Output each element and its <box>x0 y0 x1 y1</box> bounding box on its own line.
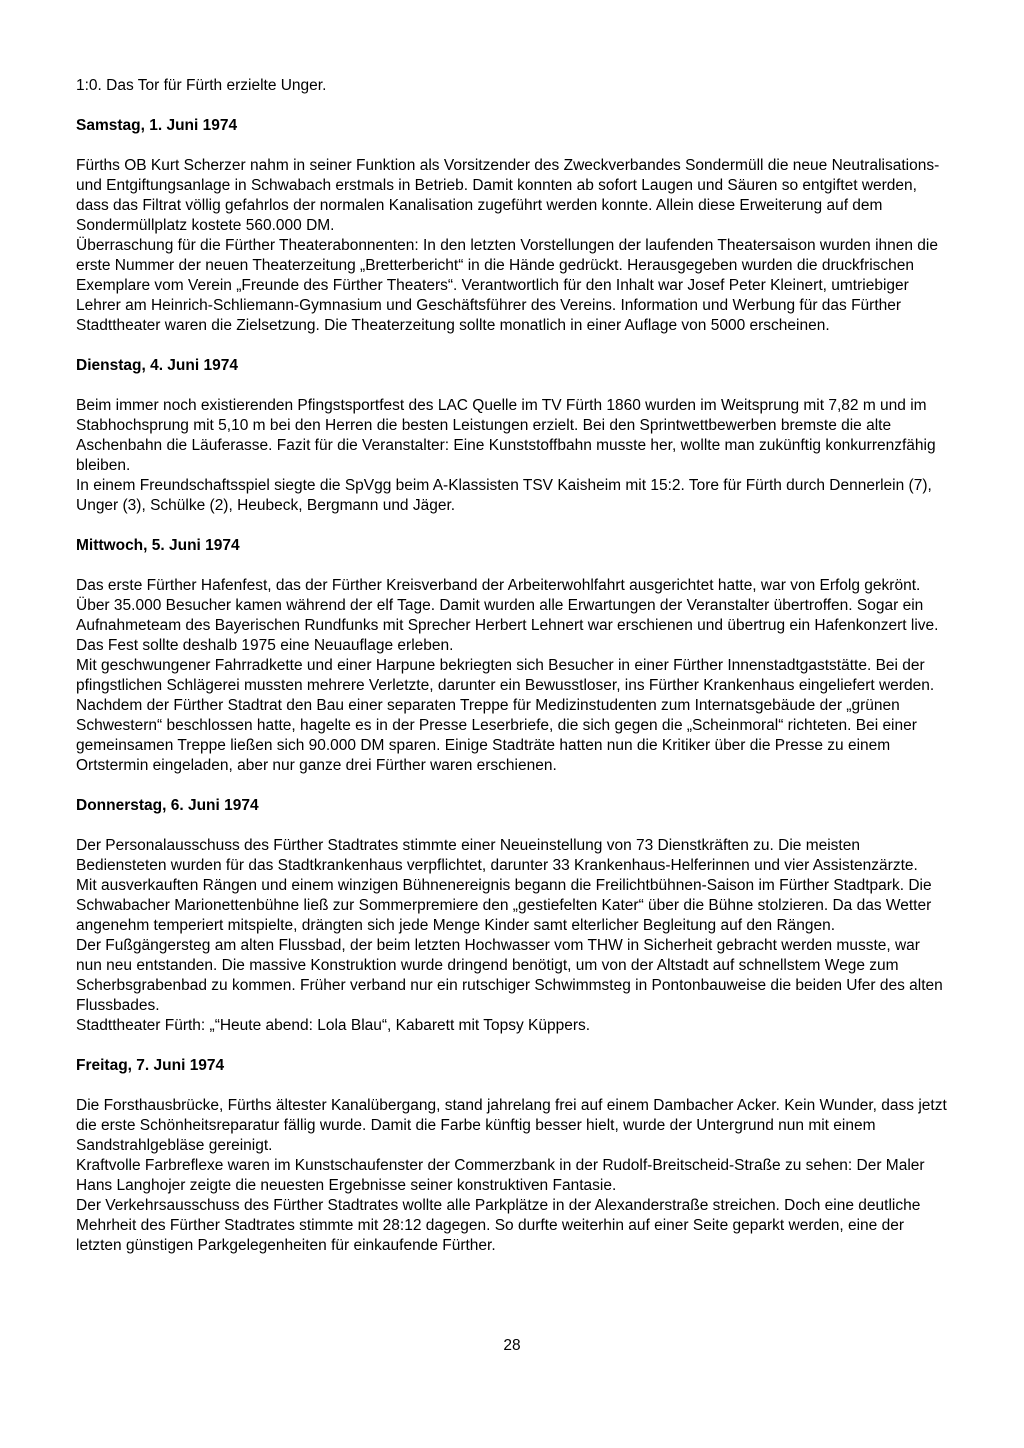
section-dienstag <box>76 356 948 516</box>
body-paragraph: Der Verkehrsausschuss des Fürther Stadtrates wollte alle Parkplätze in der Alexanderstraße streichen. Doch eine deutliche Mehrheit des Fürther Stadtrates stimmte mit 28:12 dagegen. So durfte weiterhin auf einer Seite geparkt werden, eine der letzten günstigen Parkgelegenheiten für einkaufende Fürther. <box>76 1197 921 1254</box>
section-heading: Samstag, 1. Juni 1974 <box>76 117 238 134</box>
section-heading: Donnerstag, 6. Juni 1974 <box>76 797 259 814</box>
section-heading: Mittwoch, 5. Juni 1974 <box>76 537 240 554</box>
body-paragraph: Mit geschwungener Fahrradkette und einer Harpune bekriegten sich Besucher in einer Fürther Innenstadtgaststätte. Bei der pfingstlichen Schlägerei mussten mehrere Verletzte, darunter ein Bewusstloser, ins Fürther Krankenhaus eingeliefert werden. <box>76 657 935 694</box>
section-samstag <box>76 116 948 336</box>
section-mittwoch <box>76 536 948 776</box>
body-paragraph: Überraschung für die Fürther Theaterabonnenten: In den letzten Vorstellungen der laufenden Theatersaison wurden ihnen die erste Nummer der neuen Theaterzeitung „Bretterbericht“ in die Hände gedrückt. Herausgegeben wurden die druckfrischen Exemplare vom Verein „Freunde des Fürther Theaters“. Verantwortlich für den Inhalt war Josef Peter Kleinert, umtriebiger Lehrer am Heinrich-Schliemann-Gymnasium und Geschäftsführer des Vereins. Information und Werbung für das Fürther Stadttheater waren die Zielsetzung. Die Theaterzeitung sollte monatlich in einer Auflage von 5000 erscheinen. <box>76 237 938 334</box>
body-paragraph: Kraftvolle Farbreflexe waren im Kunstschaufenster der Commerzbank in der Rudolf-Breitscheid-Straße zu sehen: Der Maler Hans Langhojer zeigte die neuesten Ergebnisse seiner konstruktiven Fantasie. <box>76 1157 925 1194</box>
body-paragraph: Nachdem der Fürther Stadtrat den Bau einer separaten Treppe für Medizinstudenten zum Internatsgebäude der „grünen Schwestern“ beschlossen hatte, hagelte es in der Presse Leserbriefe, die sich gegen die „Scheinmoral“ richteten. Bei einer gemeinsamen Treppe ließen sich 90.000 DM sparen. Einige Stadträte hatten nun die Kritiker über die Presse zu einem Ortstermin eingeladen, aber nur ganze drei Fürther waren erschienen. <box>76 697 917 774</box>
intro-paragraph: 1:0. Das Tor für Fürth erzielte Unger. <box>76 77 327 94</box>
page-number: 28 <box>503 1337 521 1354</box>
body-paragraph: Mit ausverkauften Rängen und einem winzigen Bühnenereignis begann die Freilichtbühnen-Saison im Fürther Stadtpark. Die Schwabacher Marionettenbühne ließ zur Sommerpremiere den „gestiefelten Kater“ über die Bühne stolzieren. Da das Wetter angenehm temperiert mitspielte, drängten sich jede Menge Kinder samt elterlicher Begleitung auf den Rängen. <box>76 877 932 934</box>
body-paragraph: Der Personalausschuss des Fürther Stadtrates stimmte einer Neueinstellung von 73 Dienstkräften zu. Die meisten Bediensteten wurden für das Stadtkrankenhaus verpflichtet, darunter 33 Krankenhaus-Helferinnen und vier Assistenzärzte. <box>76 837 918 874</box>
section-donnerstag <box>76 796 948 1036</box>
body-paragraph: Stadttheater Fürth: „“Heute abend: Lola Blau“, Kabarett mit Topsy Küppers. <box>76 1017 591 1034</box>
section-heading: Freitag, 7. Juni 1974 <box>76 1057 225 1074</box>
section-freitag <box>76 1056 948 1256</box>
body-paragraph: Fürths OB Kurt Scherzer nahm in seiner Funktion als Vorsitzender des Zweckverbandes Sondermüll die neue Neutralisations- und Entgiftungsanlage in Schwabach erstmals in Betrieb. Damit konnten ab sofort Laugen und Säuren so entgiftet werden, dass das Filtrat völlig gefahrlos der normalen Kanalisation zugeführt werden konnte. Allein diese Erweiterung auf dem Sondermüllplatz kostete 560.000 DM. <box>76 157 940 234</box>
body-paragraph: Der Fußgängersteg am alten Flussbad, der beim letzten Hochwasser vom THW in Sicherheit gebracht werden musste, war nun neu entstanden. Die massive Konstruktion wurde dringend benötigt, um von der Altstadt auf schnellstem Wege zum Scherbsgrabenbad zu kommen. Früher verband nur ein rutschiger Schwimmsteg in Pontonbauweise die beiden Ufer des alten Flussbades. <box>76 937 943 1014</box>
body-paragraph: Das erste Fürther Hafenfest, das der Fürther Kreisverband der Arbeiterwohlfahrt ausgerichtet hatte, war von Erfolg gekrönt. Über 35.000 Besucher kamen während der elf Tage. Damit wurden alle Erwartungen der Veranstalter übertroffen. Sogar ein Aufnahmeteam des Bayerischen Rundfunks mit Sprecher Herbert Lehnert war erschienen und übertrug ein Hafenkonzert live. Das Fest sollte deshalb 1975 eine Neuauflage erleben. <box>76 577 939 654</box>
body-paragraph: Beim immer noch existierenden Pfingstsportfest des LAC Quelle im TV Fürth 1860 wurden im Weitsprung mit 7,82 m und im Stabhochsprung mit 5,10 m bei den Herren die besten Leistungen erzielt. Bei den Sprintwettbewerben bremste die alte Aschenbahn die Läuferasse. Fazit für die Veranstalter: Eine Kunststoffbahn musste her, wollte man zukünftig konkurrenzfähig bleiben. <box>76 397 936 474</box>
body-paragraph: In einem Freundschaftsspiel siegte die SpVgg beim A-Klassisten TSV Kaisheim mit 15:2. Tore für Fürth durch Dennerlein (7), Unger (3), Schülke (2), Heubeck, Bergmann und Jäger. <box>76 477 932 514</box>
section-heading: Dienstag, 4. Juni 1974 <box>76 357 238 374</box>
body-paragraph: Die Forsthausbrücke, Fürths ältester Kanalübergang, stand jahrelang frei auf einem Dambacher Acker. Kein Wunder, dass jetzt die erste Schönheitsreparatur fällig wurde. Damit die Farbe künftig besser hielt, wurde der Untergrund nun mit einem Sandstrahlgebläse gereinigt. <box>76 1097 947 1154</box>
